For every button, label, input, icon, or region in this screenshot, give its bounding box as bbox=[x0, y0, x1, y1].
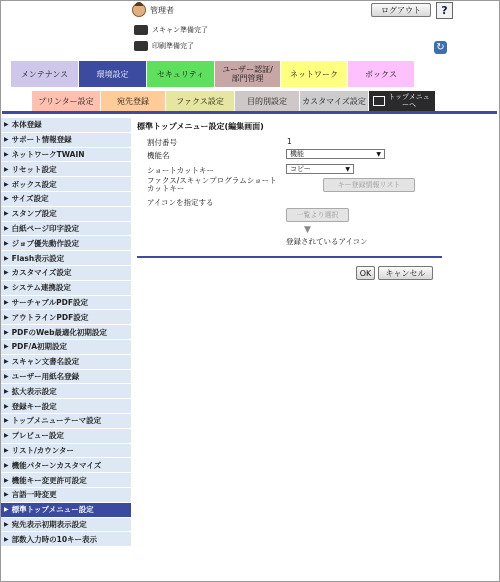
sidebar-item[interactable] bbox=[1, 414, 131, 429]
arrow-right-icon: ▶ bbox=[4, 476, 9, 484]
sidebar-item-label: 拡大表示設定 bbox=[11, 386, 57, 396]
sidebar-item[interactable] bbox=[1, 133, 131, 148]
sidebar-item[interactable] bbox=[1, 518, 131, 533]
sidebar-item-label: 部数入力時の10キー表示 bbox=[11, 534, 98, 544]
sidebar-item-label: サーチャブルPDF設定 bbox=[11, 297, 88, 307]
sub-tabs bbox=[32, 91, 436, 111]
sidebar-item-label: リセット設定 bbox=[11, 164, 57, 174]
function-label: 機能名 bbox=[147, 151, 170, 160]
arrow-right-icon: ▶ bbox=[4, 195, 9, 203]
help-icon[interactable]: ? bbox=[436, 2, 453, 19]
sidebar-item[interactable] bbox=[1, 296, 131, 311]
sidebar-item-label: ネットワークTWAIN bbox=[11, 149, 85, 159]
sidebar bbox=[1, 118, 131, 547]
arrow-right-icon: ▶ bbox=[4, 239, 9, 247]
sidebar-item-label: プレビュー設定 bbox=[11, 431, 64, 441]
scan-status bbox=[134, 25, 208, 35]
chevron-down-icon: ▼ bbox=[345, 166, 350, 173]
select-from-list-button[interactable]: 一覧より選択 bbox=[286, 208, 349, 222]
tab-security[interactable]: セキュリティ bbox=[147, 61, 215, 87]
page-title: 標準トップメニュー設定(編集画面) bbox=[137, 122, 264, 131]
sidebar-item[interactable] bbox=[1, 325, 131, 340]
arrow-right-icon: ▶ bbox=[4, 254, 9, 262]
arrow-right-icon: ▶ bbox=[4, 535, 9, 543]
arrow-right-icon: ▶ bbox=[4, 121, 9, 129]
arrow-right-icon: ▶ bbox=[4, 328, 9, 336]
ok-button[interactable]: OK bbox=[356, 266, 375, 280]
sidebar-item[interactable] bbox=[1, 192, 131, 207]
sidebar-item-label: 言語一時変更 bbox=[11, 490, 57, 500]
main-tabs bbox=[11, 61, 415, 87]
sidebar-item-label: 登録キー設定 bbox=[11, 401, 57, 411]
number-value: 1 bbox=[287, 137, 292, 146]
sidebar-item[interactable] bbox=[1, 340, 131, 355]
program-shortcut-label: ファクス/スキャンプログラムショートカットキー bbox=[147, 176, 277, 193]
arrow-right-icon: ▶ bbox=[4, 491, 9, 499]
down-arrow-icon: ▼ bbox=[304, 225, 311, 235]
number-label: 割付番号 bbox=[147, 138, 177, 147]
sidebar-item[interactable] bbox=[1, 251, 131, 266]
sidebar-item[interactable] bbox=[1, 148, 131, 163]
sidebar-item-label: PDF/A初期設定 bbox=[11, 342, 68, 352]
sidebar-item[interactable] bbox=[1, 281, 131, 296]
chevron-down-icon: ▼ bbox=[376, 151, 381, 158]
arrow-right-icon: ▶ bbox=[4, 387, 9, 395]
main-panel bbox=[137, 121, 442, 261]
sidebar-item-label: スキャン文書名設定 bbox=[11, 357, 80, 367]
sidebar-item-label: 機能キー変更許可設定 bbox=[11, 475, 87, 485]
scanner-icon bbox=[134, 25, 148, 35]
arrow-right-icon: ▶ bbox=[4, 461, 9, 469]
sidebar-item-label: Flash表示設定 bbox=[11, 253, 65, 263]
sidebar-item-label: サイズ設定 bbox=[11, 194, 49, 204]
sidebar-item[interactable] bbox=[1, 473, 131, 488]
arrow-right-icon: ▶ bbox=[4, 506, 9, 514]
arrow-right-icon: ▶ bbox=[4, 269, 9, 277]
sidebar-item-label: システム連携設定 bbox=[11, 283, 71, 293]
arrow-right-icon: ▶ bbox=[4, 417, 9, 425]
logout-button[interactable]: ログアウト bbox=[371, 3, 431, 17]
sidebar-item-label: スタンプ設定 bbox=[11, 209, 57, 219]
function-select[interactable]: 機能 ▼ bbox=[286, 149, 385, 159]
tab-environment[interactable]: 環境設定 bbox=[79, 61, 147, 87]
menu-icon bbox=[373, 96, 385, 106]
print-status bbox=[134, 41, 194, 51]
sidebar-item[interactable] bbox=[1, 384, 131, 399]
sidebar-item-label: リスト/カウンター bbox=[11, 445, 74, 455]
sidebar-item-label: ジョブ優先動作設定 bbox=[11, 238, 79, 248]
registered-icon-caption: 登録されているアイコン bbox=[286, 237, 368, 246]
sidebar-item[interactable] bbox=[1, 177, 131, 192]
arrow-right-icon: ▶ bbox=[4, 165, 9, 173]
scan-status-text: スキャン準備完了 bbox=[152, 26, 208, 34]
sidebar-item[interactable] bbox=[1, 488, 131, 503]
sidebar-item[interactable] bbox=[1, 429, 131, 444]
refresh-icon[interactable]: ↻ bbox=[434, 41, 447, 54]
sidebar-item-label: サポート情報登録 bbox=[11, 135, 72, 145]
sidebar-item[interactable] bbox=[1, 266, 131, 281]
arrow-right-icon: ▶ bbox=[4, 313, 9, 321]
arrow-right-icon: ▶ bbox=[4, 298, 9, 306]
arrow-right-icon: ▶ bbox=[4, 224, 9, 232]
sidebar-item[interactable] bbox=[1, 310, 131, 325]
sidebar-item[interactable] bbox=[1, 355, 131, 370]
arrow-right-icon: ▶ bbox=[4, 150, 9, 158]
sidebar-item-label: 宛先表示初期表示設定 bbox=[11, 519, 87, 529]
sidebar-item-label: ボックス設定 bbox=[11, 179, 57, 189]
sidebar-item-label: アウトラインPDF設定 bbox=[11, 312, 89, 322]
sidebar-item[interactable] bbox=[1, 236, 131, 251]
header-divider bbox=[2, 111, 497, 114]
sidebar-item-label: 白紙ページ印字設定 bbox=[11, 223, 79, 233]
sidebar-item[interactable] bbox=[1, 458, 131, 473]
sidebar-item[interactable] bbox=[1, 532, 131, 547]
sidebar-item[interactable] bbox=[1, 399, 131, 414]
arrow-right-icon: ▶ bbox=[4, 136, 9, 144]
tab-address[interactable]: 宛先登録 bbox=[101, 91, 166, 111]
sidebar-item[interactable] bbox=[1, 222, 131, 237]
arrow-right-icon: ▶ bbox=[4, 372, 9, 380]
sidebar-item[interactable] bbox=[1, 444, 131, 459]
arrow-right-icon: ▶ bbox=[4, 358, 9, 366]
print-status-text: 印刷準備完了 bbox=[152, 42, 194, 50]
tab-fax[interactable]: ファクス設定 bbox=[166, 91, 235, 111]
sidebar-item-label: 標準トップメニュー設定 bbox=[11, 505, 94, 515]
icon-label: アイコンを指定する bbox=[147, 198, 214, 207]
key-list-button[interactable]: キー登録情報リスト bbox=[323, 178, 415, 192]
sidebar-item-label: 機能パターンカスタマイズ bbox=[11, 460, 102, 470]
tab-customize[interactable]: カスタマイズ設定 bbox=[300, 91, 369, 111]
sidebar-item[interactable] bbox=[1, 503, 131, 518]
tab-top-menu[interactable]: トップメニューへ bbox=[369, 91, 436, 111]
sidebar-item-label: カスタマイズ設定 bbox=[11, 268, 72, 278]
printer-icon bbox=[134, 41, 148, 51]
sidebar-item-label: トップメニューテーマ設定 bbox=[11, 416, 102, 426]
arrow-right-icon: ▶ bbox=[4, 343, 9, 351]
arrow-right-icon: ▶ bbox=[4, 402, 9, 410]
sidebar-item[interactable] bbox=[1, 162, 131, 177]
arrow-right-icon: ▶ bbox=[4, 284, 9, 292]
shortcut-label: ショートカットキー bbox=[147, 166, 215, 175]
sidebar-item-label: 本体登録 bbox=[11, 120, 42, 130]
tab-maintenance[interactable]: メンテナンス bbox=[11, 61, 79, 87]
user-name: 管理者 bbox=[150, 5, 174, 15]
tab-purpose[interactable]: 目的別設定 bbox=[235, 91, 300, 111]
tab-network[interactable]: ネットワーク bbox=[281, 61, 348, 87]
sidebar-item-label: ユーザー用紙名登録 bbox=[11, 371, 80, 381]
sidebar-item[interactable] bbox=[1, 370, 131, 385]
tab-user-auth[interactable]: ユーザー認証/部門管理 bbox=[215, 61, 281, 87]
shortcut-select[interactable]: コピー ▼ bbox=[286, 164, 354, 174]
user-icon bbox=[132, 3, 146, 17]
sidebar-item-label: PDFのWeb最適化初期設定 bbox=[11, 327, 107, 337]
arrow-right-icon: ▶ bbox=[4, 520, 9, 528]
arrow-right-icon: ▶ bbox=[4, 446, 9, 454]
tab-printer[interactable]: プリンター設定 bbox=[32, 91, 101, 111]
content-divider bbox=[137, 256, 442, 258]
arrow-right-icon: ▶ bbox=[4, 432, 9, 440]
user-info bbox=[132, 3, 174, 17]
sidebar-item[interactable] bbox=[1, 207, 131, 222]
arrow-right-icon: ▶ bbox=[4, 210, 9, 218]
arrow-right-icon: ▶ bbox=[4, 180, 9, 188]
sidebar-item[interactable] bbox=[1, 118, 131, 133]
cancel-button[interactable]: キャンセル bbox=[378, 266, 433, 280]
tab-box[interactable]: ボックス bbox=[348, 61, 415, 87]
